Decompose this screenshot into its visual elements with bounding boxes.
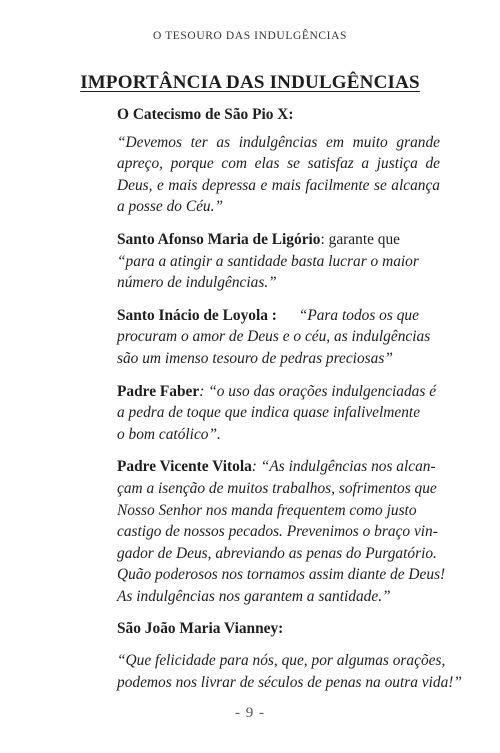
vianney-heading: São João Maria Vianney: xyxy=(117,620,284,638)
vitola-quote-line: Quão poderosos nos tornamos assim diante de Deus! xyxy=(117,566,446,584)
inacio-paragraph xyxy=(117,305,440,370)
catecismo-paragraph xyxy=(117,104,440,218)
faber-quote-line: o bom católico”. xyxy=(117,425,221,443)
inacio-name: Santo Inácio de Loyola : xyxy=(117,306,277,324)
vitola-quote-line: castigo de nossos pecados. Prevenimos o braço vin- xyxy=(117,523,438,541)
vitola-name: Padre Vicente Vitola xyxy=(117,458,252,476)
afonso-name: Santo Afonso Maria de Ligório xyxy=(117,230,321,248)
inacio-quote-line: são um imenso tesouro de pedras preciosas” xyxy=(117,349,393,367)
inacio-quote-start: “Para todos os que xyxy=(298,306,419,324)
vianney-quote-line: “Que felicidade para nós, que, por algumas orações, xyxy=(117,652,446,670)
running-header: O TESOURO DAS INDULGÊNCIAS xyxy=(153,30,347,42)
faber-quote-line: a pedra de toque que indica quase infalivelmente xyxy=(117,404,421,422)
vitola-paragraph xyxy=(117,456,446,607)
faber-quote-start: : “o uso das orações indulgenciadas é xyxy=(199,382,437,400)
afonso-paragraph xyxy=(117,229,440,294)
vitola-quote-line: Nosso Senhor nos manda frequentem como justo xyxy=(117,501,417,519)
catecismo-heading: O Catecismo de São Pio X: xyxy=(117,106,294,123)
catecismo-quote-line: Deus, e mais depressa e mais facilmente se alcança xyxy=(117,176,440,194)
faber-name: Padre Faber xyxy=(117,382,200,400)
afonso-connector: : garante que xyxy=(320,230,400,248)
catecismo-quote-line: apreço, porque com elas se satisfaz a justiça de xyxy=(117,155,440,173)
vitola-quote-line: çam a isenção de muitos trabalhos, sofrimentos que xyxy=(117,479,437,497)
vitola-quote-line: As indulgências nos garantem a santidade.” xyxy=(117,587,391,605)
inacio-quote-line: procuram o amor de Deus e o céu, as indulgências xyxy=(117,328,431,346)
catecismo-quote-line: a posse do Céu.” xyxy=(117,198,224,216)
vianney-quote-line: podemos nos livrar de séculos de penas na outra vida!” xyxy=(117,673,462,691)
afonso-quote-line: número de indulgências.” xyxy=(117,274,277,292)
vianney-paragraph xyxy=(117,618,462,693)
page-body xyxy=(117,104,462,704)
catecismo-quote-line: “Devemos ter as indulgências em muito grande xyxy=(117,133,440,151)
vitola-quote-line: gador de Deus, abreviando as penas do Purgatório. xyxy=(117,544,437,562)
vitola-quote-start: : “As indulgências nos alcan- xyxy=(251,458,436,476)
page-number: - 9 - xyxy=(235,705,265,721)
faber-paragraph xyxy=(117,381,440,446)
page-title: IMPORTÂNCIA DAS INDULGÊNCIAS xyxy=(80,72,420,93)
afonso-quote-line: “para a atingir a santidade basta lucrar o maior xyxy=(117,252,419,270)
